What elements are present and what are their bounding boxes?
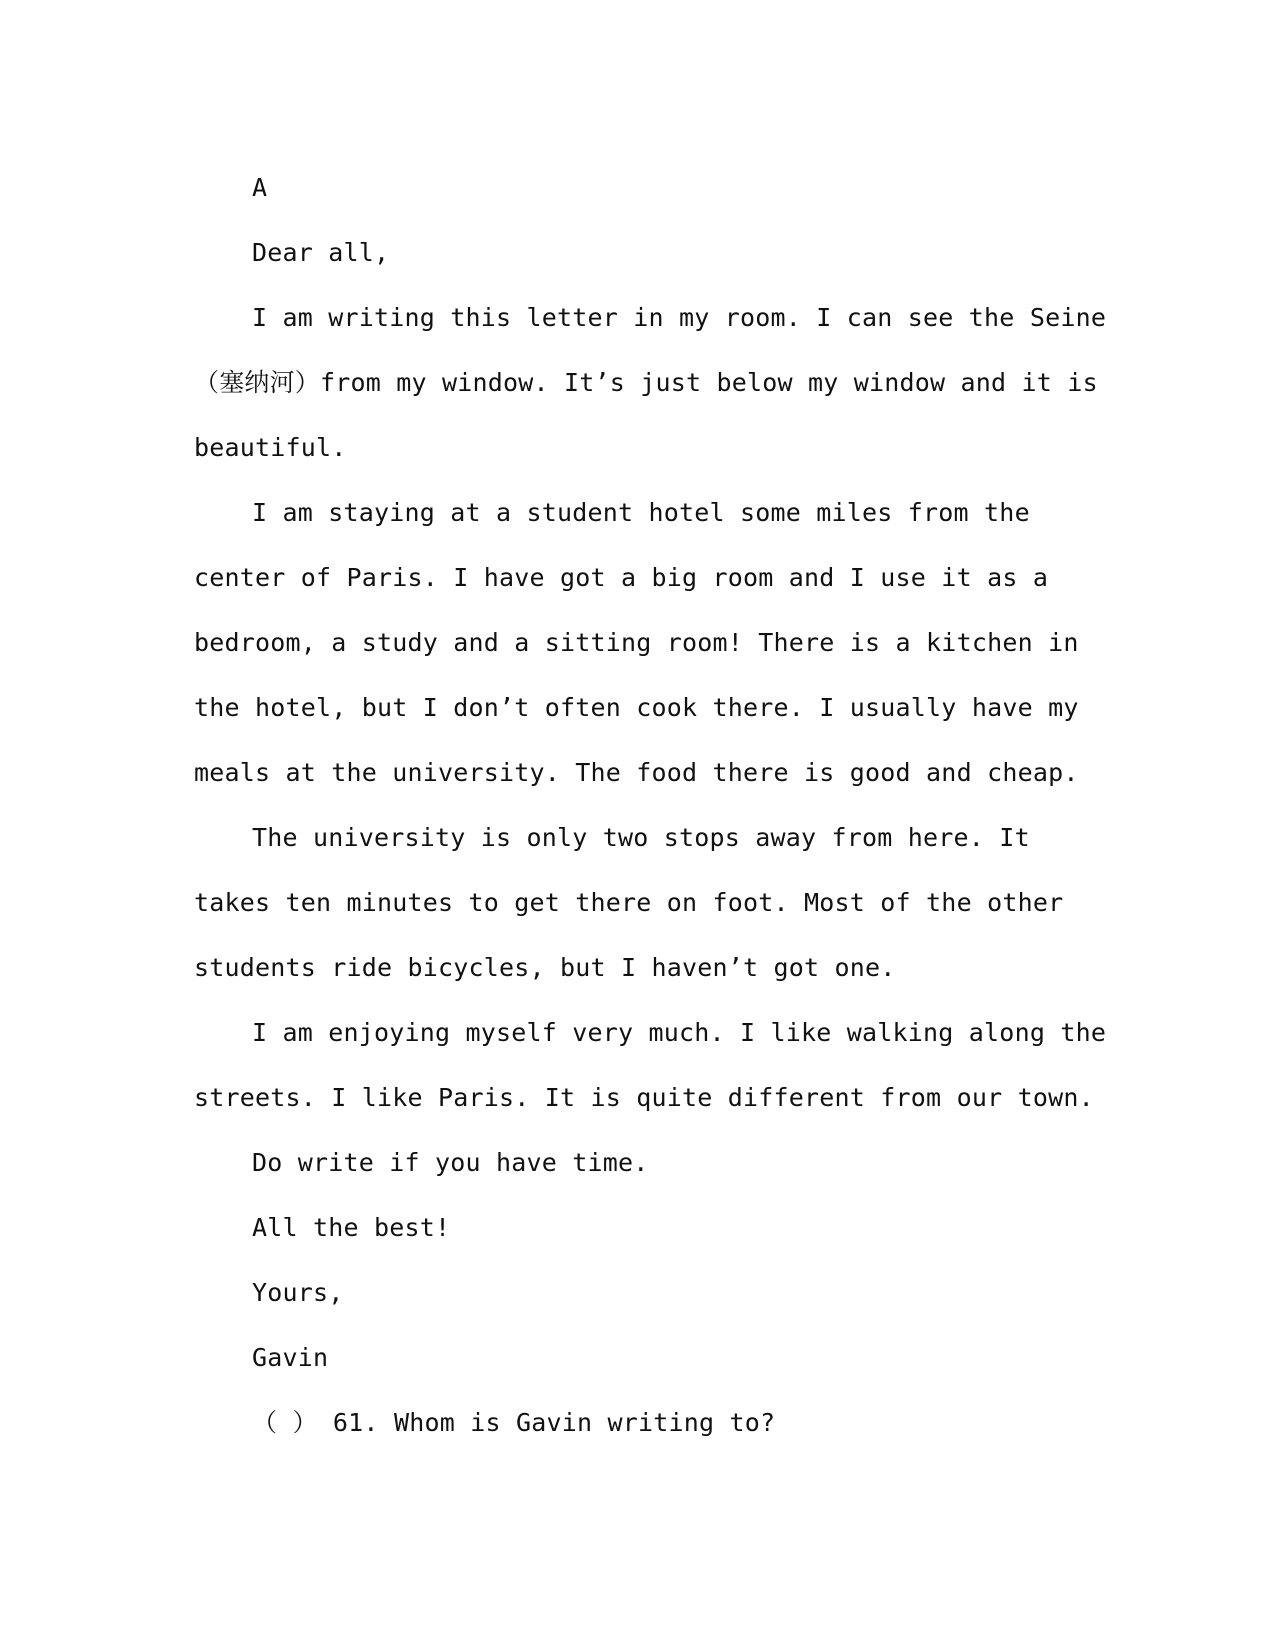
letter-paragraph-2 [194, 480, 1079, 805]
paragraph-line: bedroom, a study and a sitting room! There is a kitchen in [194, 628, 1079, 657]
signature: Gavin [252, 1343, 329, 1372]
paragraph-line: streets. I like Paris. It is quite different from our town. [194, 1083, 1094, 1112]
paragraph-line: beautiful. [194, 433, 347, 462]
paragraph-line: I am staying at a student hotel some miles from the [252, 498, 1030, 527]
answer-blank[interactable]: （ ） [252, 1408, 318, 1437]
letter-greeting: Dear all, [252, 238, 390, 267]
valediction: Yours, [252, 1278, 344, 1307]
paragraph-line: meals at the university. The food there is good and cheap. [194, 758, 1079, 787]
paragraph-line: students ride bicycles, but I haven’t got one. [194, 953, 896, 982]
paragraph-line: I am writing this letter in my room. I can see the Seine [252, 303, 1107, 332]
question-61 [194, 1390, 1074, 1455]
closing: All the best! [252, 1213, 451, 1242]
letter-paragraph-1 [194, 285, 1107, 480]
paragraph-line: The university is only two stops away from here. It [252, 823, 1030, 852]
paragraph-line: the hotel, but I don’t often cook there. I usually have my [194, 693, 1079, 722]
letter-paragraph-3 [194, 805, 1074, 1000]
paragraph-line: takes ten minutes to get there on foot. Most of the other [194, 888, 1064, 917]
closing-request: Do write if you have time. [252, 1148, 649, 1177]
paragraph-line: I am enjoying myself very much. I like walking along the [252, 1018, 1107, 1047]
paragraph-line: （塞纳河）from my window. It’s just below my window and it is [194, 368, 1098, 397]
letter-paragraph-4 [194, 1000, 1107, 1130]
document-content [194, 155, 1107, 1455]
question-number: 61. [332, 1408, 379, 1437]
paragraph-line: center of Paris. I have got a big room and I use it as a [194, 563, 1049, 592]
section-label: A [252, 173, 268, 202]
question-text: Whom is Gavin writing to? [393, 1408, 776, 1437]
